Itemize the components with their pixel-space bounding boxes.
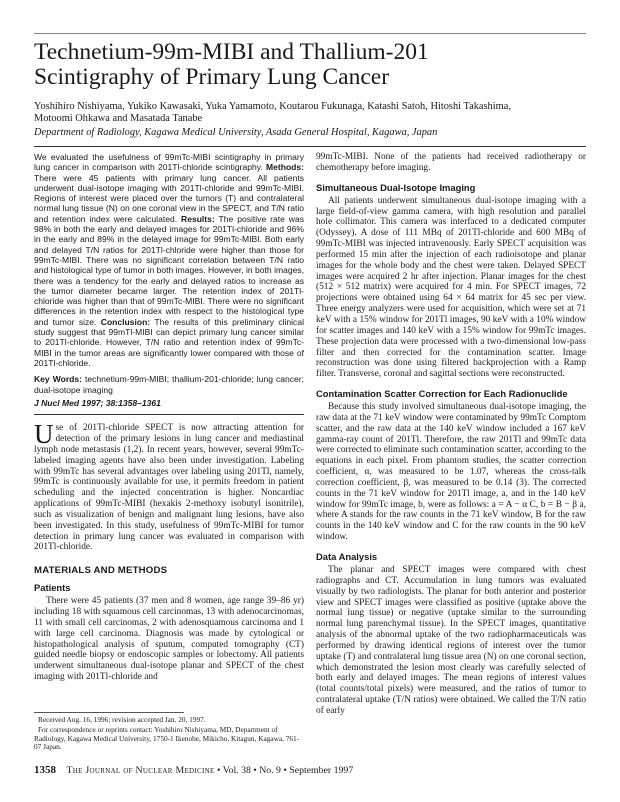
keywords: [34, 374, 304, 395]
subsection-heading-dual-isotope: Simultaneous Dual-Isotope Imaging: [316, 181, 476, 193]
subsection-heading-analysis: Data Analysis: [316, 551, 378, 562]
abstract-results: The positive rate was 98% in both the early and delayed images for 201Tl-chloride and 96% in the early and 89% in the delayed image for 99mTc-MIBI. Both early and delayed T/N ratios for 201Tl-chloride were higher than those for 99mTc-MIBI. There was no significant correlation between T/N ratio and histological type of tumor in both images. However, in both images, there was a tendency for the early and delayed ratios to increase as the tumor diameter became larger. The retention index of 201Tl-chloride was higher than that of 99mTc-MIBI. There were no significant differences in the retention index with respect to the histological type and tumor size.: [34, 213, 304, 327]
received-note: Received Aug. 16, 1996; revision accepted Jan. 20, 1997.: [38, 715, 206, 724]
citation: J Nucl Med 1997; 38:1358–1361: [34, 397, 161, 408]
footnotes: [34, 716, 304, 753]
journal-name: The Journal of Nuclear Medicine: [66, 765, 215, 776]
drop-cap: U: [34, 419, 54, 450]
article-title: [34, 40, 594, 90]
abstract: [34, 152, 304, 368]
intro-text: se of 201Tl-chloride SPECT is now attracting attention for detection of the primary lesions in lung cancer and mediastinal lymph node metastasis (1,2). In recent years, however, several 99mTc-labeled imaging agents have also been under investigation. Labeling with 99mTc has several advantages over labeling using 201Tl, namely, 99mTc is continuously available for use, it permits freedom in patient scheduling and the injected concentration is higher. Noncardiac applications of 99mTc-MIBI (hexakis 2-methoxy isobutyl isonitrile), such as visualization of benign and malignant lung lesions, have also been investigated. In this study, usefulness of 99mTc-MIBI for tumor detection in primary lung cancer was evaluated in comparison with 201Tl-chloride.: [34, 423, 304, 553]
section-heading-methods: MATERIALS AND METHODS: [34, 565, 168, 577]
page-footer: [34, 764, 594, 776]
subsection-heading-patients: Patients: [34, 582, 71, 594]
top-rule: [34, 33, 586, 34]
affiliation: Department of Radiology, Kagawa Medical University, Asada General Hospital, Kagawa, Japan: [34, 127, 438, 138]
patients-paragraph: There were 45 patients (37 men and 8 women, age range 39–86 yr) including 18 with squamous cell carcinomas, 13 with adenocarcinomas, 11 with small cell carcinomas, 2 with adenosquamous carcinoma and 1 with large cell carcinoma. Diagnosis was made by cytological or histopathological analysis of sputum, computed tomography (CT) guided needle biopsy or endoscopic samples or lobectomy. All patients underwent simultaneous dual-isotope planar and SPECT of the chest imaging with 201Tl-chloride and: [34, 596, 304, 683]
page-number: 1358: [34, 764, 56, 776]
results-label: Results:: [181, 213, 215, 224]
subsection-heading-scatter: Contamination Scatter Correction for Each Radionuclide: [316, 388, 568, 400]
keywords-label: Key Words:: [34, 374, 82, 385]
right-column: [316, 152, 586, 717]
footnote-rule: [34, 712, 184, 713]
header-rule: [34, 146, 586, 147]
issue-info: • Vol. 38 • No. 9 • September 1997: [217, 765, 354, 776]
authors-line-2: Motoomi Ohkawa and Masatada Tanabe: [34, 113, 203, 125]
scatter-paragraph: Because this study involved simultaneous dual-isotope imaging, the raw data at the 71 keV window were contaminated by 99mTc Comptom scatter, and the raw data at the 140 keV window included a 167 keV gamma-ray count of 201Tl. Therefore, the raw 201Tl and 99mTc data were corrected to eliminate such contamination scatter, according to the equations in each pixel. From phantom studies, the scatter correction coefficient, α, was measured to be 1.07, whereas the cross-talk correction coefficient, β, was measured to be 0.14 (3). The corrected counts in the 71 keV window for 201Tl image, a, and in the 140 keV window for 99mTc image, b, were as follows: a = A − α C, b = B − β a, where A stands for the raw counts in the 71 keV window, B for the raw counts in the 140 keV window and C for the raw counts in the 90 keV window.: [316, 402, 586, 543]
authors-line-1: Yoshihiro Nishiyama, Yukiko Kawasaki, Yuka Yamamoto, Koutarou Fukunaga, Katashi Satoh, Hitoshi Takashima,: [34, 101, 511, 112]
author-list: [34, 101, 594, 125]
continuation-paragraph: 99mTc-MIBI. None of the patients had received radiotherapy or chemotherapy before imaging.: [316, 152, 586, 173]
title-line-2: Scintigraphy of Primary Lung Cancer: [34, 64, 390, 90]
correspondence-note: For correspondence or reprints contact: Yoshihiro Nishiyama, MD, Department of Radiology, Kagawa Medical University, 1750-1 Ikenobe, Mikicho, Kitagun, Kagawa, 761-07 Japan.: [34, 725, 300, 751]
abstract-rule: [34, 414, 304, 415]
abstract-intro: We evaluated the usefulness of 99mTc-MIBI scintigraphy in primary lung cancer in comparison with 201Tl-chloride scintigraphy.: [34, 152, 304, 173]
conclusion-label: Conclusion:: [100, 316, 151, 327]
abstract-methods: There were 45 patients with primary lung cancer. All patients underwent dual-isotope imaging with 201Tl-chloride and 99mTc-MIBI. Regions of interest were placed over the tumors (T) and contralateral normal lung tissue (N) on one coronal view in the SPECT, and T/N ratio and retention index were calculated.: [34, 172, 304, 224]
dual-isotope-paragraph: All patients underwent simultaneous dual-isotope imaging with a large field-of-view gamma camera, with high resolution and parallel hole collimator. This camera was interfaced to a dedicated computer (Odyssey). A dose of 111 MBq of 201Tl-chloride and 600 MBq of 99mTc-MIBI was injected intravenously. Early SPECT acquisition was performed 15 min after the injection of each radioisotope and planar images for the whole body and the chest were taken. Delayed SPECT images were acquired 2 hr after injection. Planar images for the chest (512 × 512 matrix) were acquired for 4 min. For SPECT images, 72 projections were obtained using 64 × 64 matrix for 45 sec per view. Three energy analyzers were used for acquisition, which were set at 71 keV with a 15% window for 201Tl images, 90 keV with a 10% window for scatter images and 140 keV with a 15% window for 99mTc images. These projection data were processed with a two-dimensional low-pass filter and then corrected for the contamination scatter. Image reconstruction was done using filtered backprojection with a Ramp filter. Transverse, coronal and sagittal sections were reconstructed.: [316, 195, 586, 380]
intro-paragraph: [34, 419, 304, 553]
left-column: [34, 152, 304, 683]
title-line-1: Technetium-99m-MIBI and Thallium-201: [34, 39, 429, 65]
abstract-conclusion: The results of this preliminary clinical study suggest that 99mTl-MIBI can depict primary lung cancer similar to 201Tl-chloride. However, T/N ratio and retention index of 99mTc-MIBI in the tumor areas are significantly lower compared with those of 201Tl-chloride.: [34, 316, 304, 368]
analysis-paragraph: The planar and SPECT images were compared with chest radiographs and CT. Accumulation in lung tumors was evaluated visually by two radiologists. The planar for both anterior and posterior view and SPECT images were classified as positive (uptake above the normal lung tissue) or negative (uptake similar to the surrounding normal lung parenchymal tissue). In the SPECT images, quantitative analysis of the abnormal uptake of the two radiopharmaceuticals was performed by drawing identical regions of interest over the tumor uptake (T) and contralateral lung tissue area (N) on one coronal section, which demonstrated the lesion most clearly was carefully selected of both early and delayed images. The mean regions of interest values (total counts/total pixels) were measured, and the ratios of tumor to contralateral uptake (T/N ratios) were obtained. We called the T/N ratio of early: [316, 565, 586, 716]
keywords-text: technetium-99m-MIBI; thallium-201-chloride; lung cancer; dual-isotope imaging: [34, 374, 304, 395]
methods-label: Methods:: [266, 162, 304, 173]
